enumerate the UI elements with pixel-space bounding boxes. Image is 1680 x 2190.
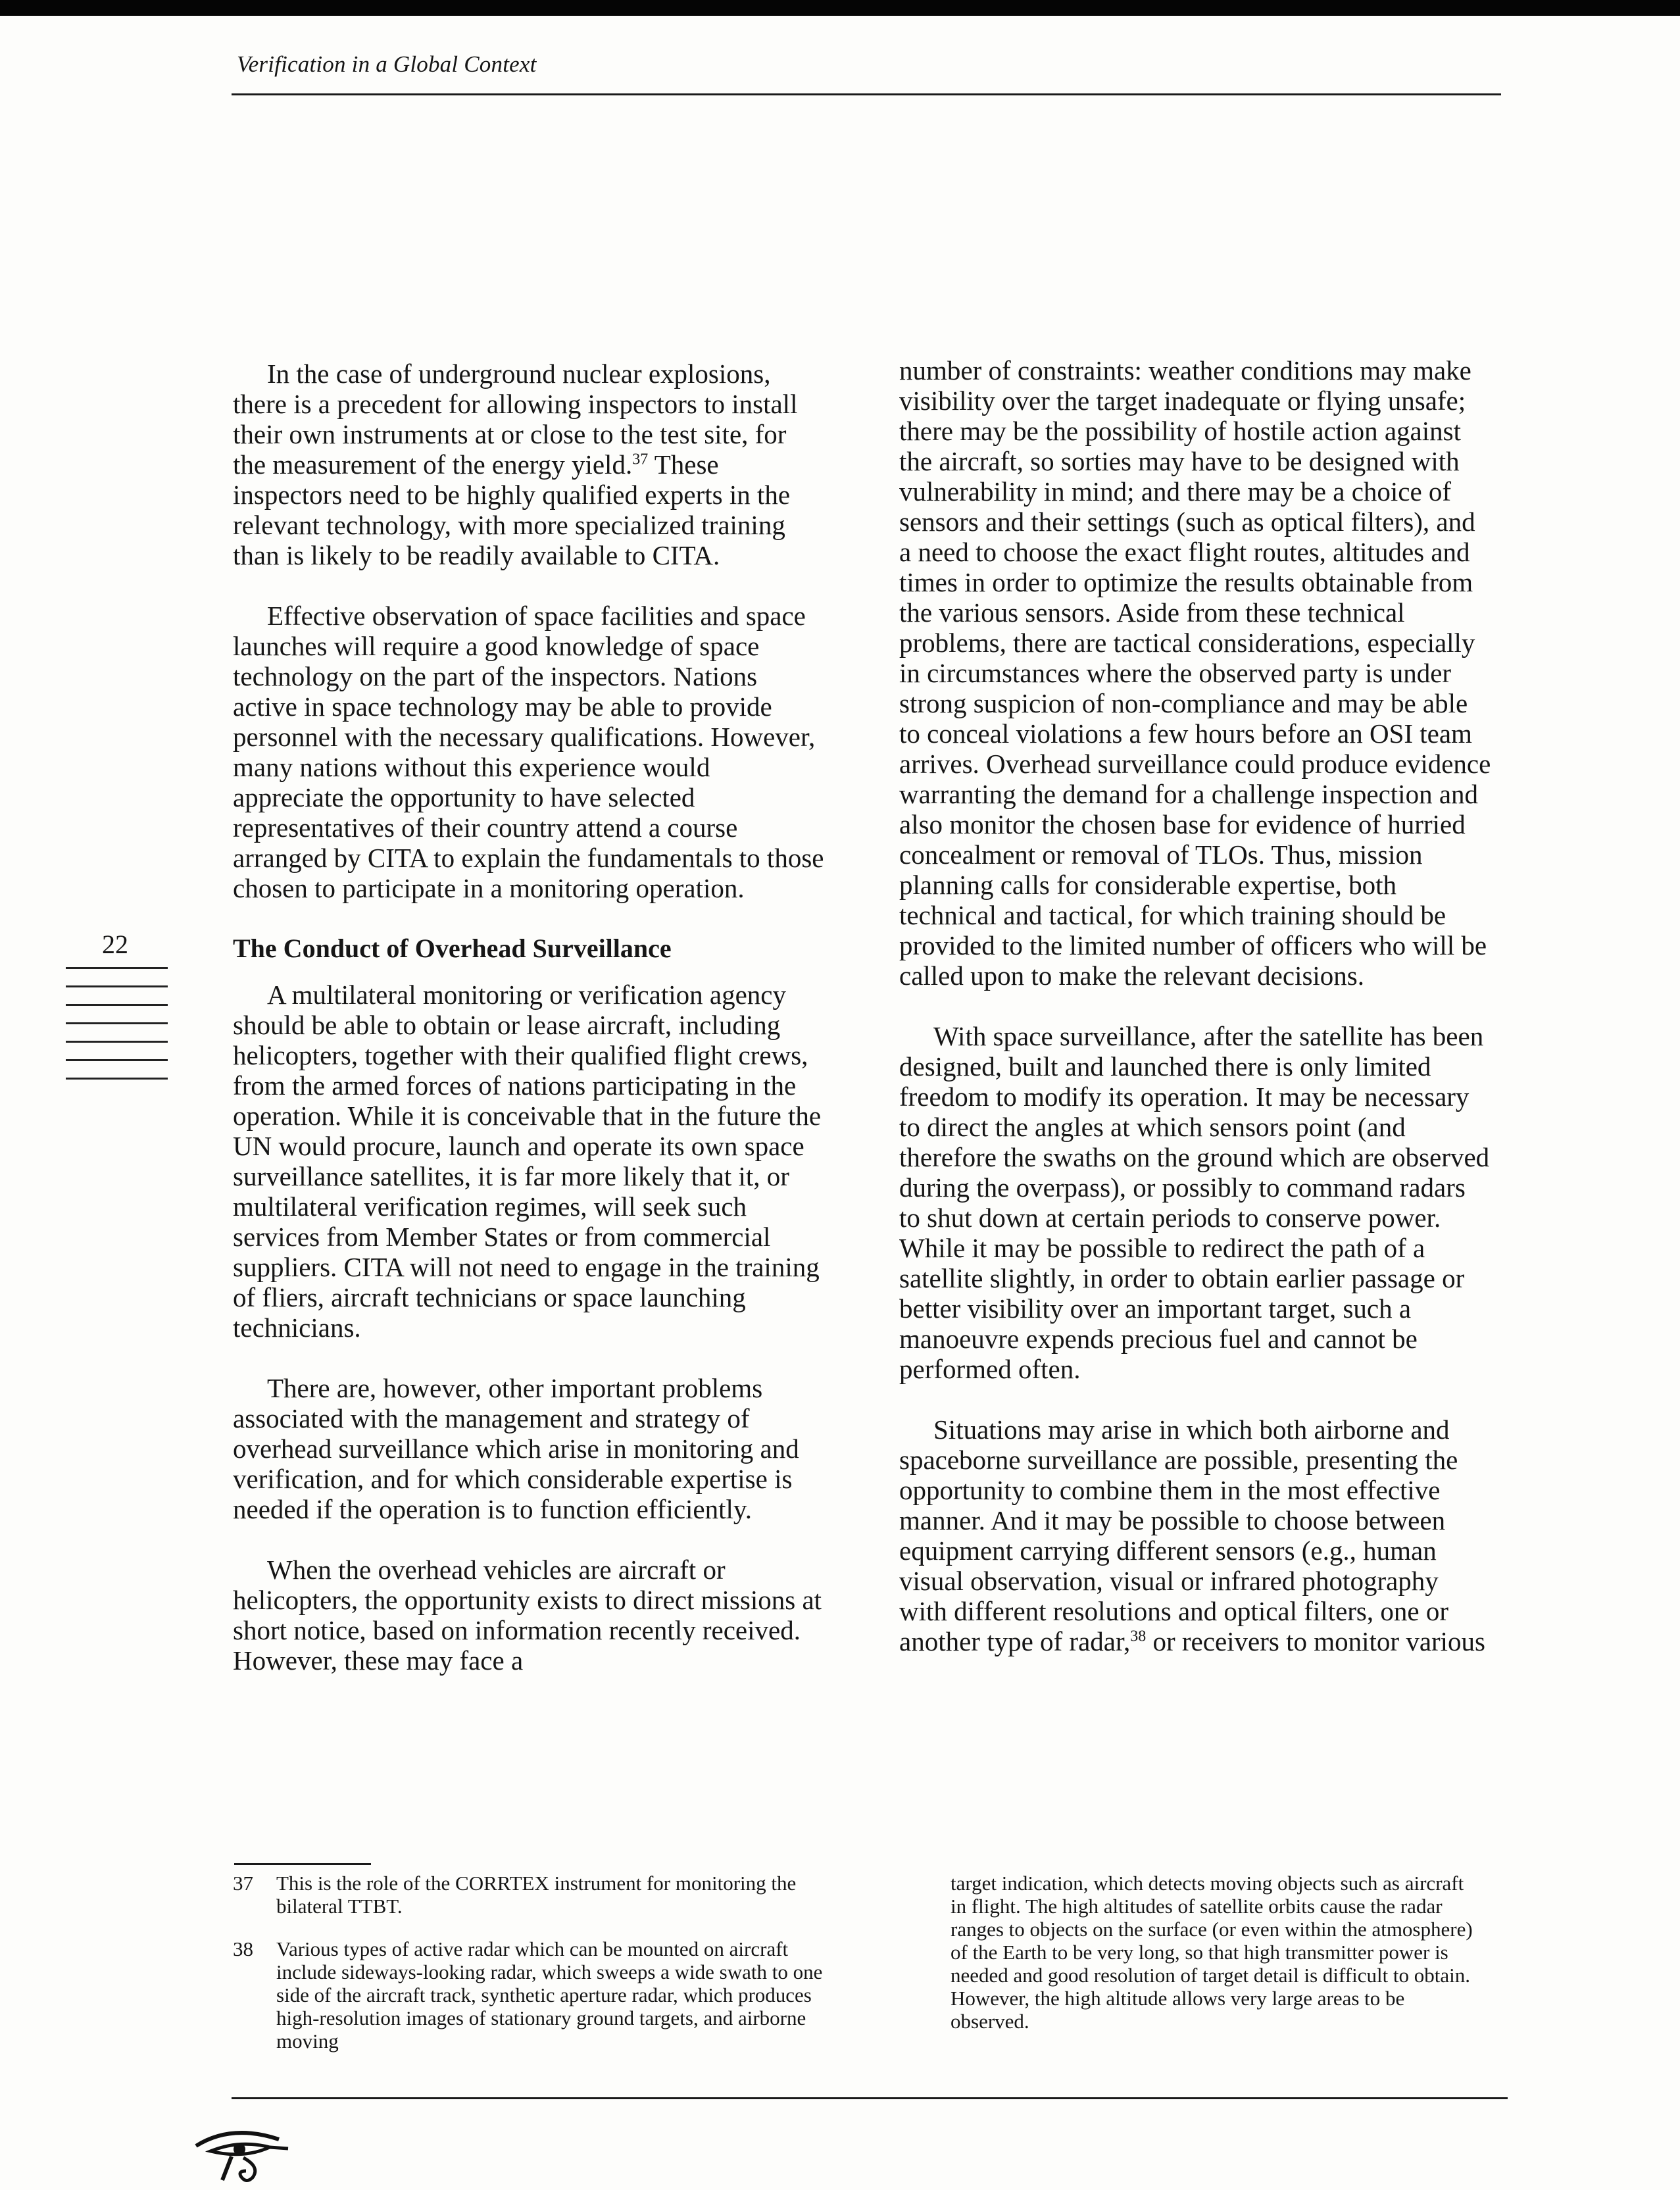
footnote-38 bbox=[233, 1937, 825, 2053]
section-heading: The Conduct of Overhead Surveillance bbox=[233, 933, 672, 963]
paragraph: In the case of underground nuclear explosions, there is a precedent for allowing inspectors to install their own instruments at or close to the test site, for the measurement of the energy yield.$^{37}$ These inspectors need to be highly qualified experts in the relevant technology, with more specialized training than is likely to be readily available to CITA. bbox=[233, 359, 798, 570]
margin-rule bbox=[66, 1078, 168, 1080]
running-head: Verification in a Global Context bbox=[237, 51, 537, 77]
paragraph: There are, however, other important problems associated with the management and strategy of overhead surveillance which arise in monitoring and verification, and for which considerable expertise is needed if the operation is to function efficiently. bbox=[233, 1373, 799, 1524]
paragraph: Effective observation of space facilities and space launches will require a good knowledge of space technology on the part of the inspectors. Nations active in space technology may be able to provide personnel with the necessary qualifications. However, many nations without this experience would appreciate the opportunity to have selected representatives of their country attend a course arranged by CITA to explain the fundamentals to those chosen to participate in a monitoring operation. bbox=[233, 601, 824, 903]
header-rule bbox=[232, 93, 1501, 95]
paragraph: When the overhead vehicles are aircraft or helicopters, the opportunity exists to direct missions at short notice, based on information recently received. However, these may face a bbox=[233, 1555, 822, 1676]
footnote-ref-38: 38 bbox=[1130, 1628, 1147, 1645]
footnote-rule bbox=[234, 1863, 371, 1865]
margin-rule bbox=[66, 1004, 168, 1006]
paragraph: With space surveillance, after the satellite has been designed, built and launched there is only limited freedom to modify its operation. It may be necessary to direct the angles at which sensors point (and therefore the swaths on the ground which are observed during the overpass), or possibly to command radars to shut down at certain periods to conserve power. While it may be possible to redirect the path of a satellite slightly, in order to obtain earlier passage or better visibility over an important target, such a manoeuvre expends precious fuel and cannot be performed often. bbox=[899, 1021, 1490, 1384]
margin-rule bbox=[66, 1041, 168, 1043]
footnote-number: 37 bbox=[233, 1872, 253, 1895]
right-column bbox=[899, 355, 1491, 1687]
footnote-text: This is the role of the CORRTEX instrument for monitoring the bilateral TTBT. bbox=[276, 1872, 797, 1918]
footnote-38-continued: target indication, which detects moving objects such as aircraft in flight. The high altitudes of satellite orbits cause the radar ranges to objects on the surface (or even within the atmosphere) of the Earth to be very long, so that high transmitter power is needed and good resolution of target detail is difficult to obtain. However, the high altitude allows very large areas to be observed. bbox=[951, 1872, 1473, 2033]
margin-rule bbox=[66, 967, 168, 969]
footnote-text: Various types of active radar which can be mounted on aircraft include sideways-looking radar, which sweeps a wide swath to one side of the aircraft track, synthetic aperture radar, which produces high-resolution images of stationary ground targets, and airborne moving bbox=[276, 1937, 823, 2053]
top-black-bar bbox=[0, 0, 1680, 16]
footer-rule bbox=[232, 2097, 1508, 2099]
footnote-number: 38 bbox=[233, 1937, 253, 1960]
footnotes-left bbox=[233, 1872, 825, 2072]
page-number: 22 bbox=[102, 930, 128, 959]
margin-rule bbox=[66, 985, 168, 987]
footnote-ref-37: 37 bbox=[632, 451, 649, 468]
footnote-37 bbox=[233, 1872, 825, 1918]
footnotes-right bbox=[951, 1872, 1477, 2033]
paragraph: A multilateral monitoring or verification agency should be able to obtain or lease aircraft, including helicopters, together with their qualified flight crews, from the armed forces of nations participating in the operation. While it is conceivable that in the future the UN would procure, launch and operate its own space surveillance satellites, it is far more likely that it, or multilateral verification regimes, will seek such services from Member States or from commercial suppliers. CITA will not need to engage in the training of fliers, aircraft technicians or space launching technicians. bbox=[233, 980, 822, 1343]
margin-rules bbox=[66, 967, 168, 1096]
margin-rule bbox=[66, 1059, 168, 1061]
paragraph: number of constraints: weather conditions may make visibility over the target inadequate or flying unsafe; there may be the possibility of hostile action against the aircraft, so sorties may have to be designed with vulnerability in mind; and there may be a choice of sensors and their settings (such as optical filters), and a need to choose the exact flight routes, altitudes and times in order to optimize the results obtainable from the various sensors. Aside from these technical problems, there are tactical considerations, especially in circumstances where the observed party is under strong suspicion of non-compliance and may be able to conceal violations a few hours before an OSI team arrives. Overhead surveillance could produce evidence warranting the demand for a challenge inspection and also monitor the chosen base for evidence of hurried concealment or removal of TLOs. Thus, mission planning calls for considerable expertise, both technical and tactical, for which training should be provided to the limited number of officers who will be called upon to make the relevant decisions. bbox=[899, 355, 1491, 991]
left-column bbox=[233, 359, 825, 1706]
paragraph: Situations may arise in which both airborne and spaceborne surveillance are possible, presenting the opportunity to combine them in the most effective manner. And it may be possible to choose between equipment carrying different sensors (e.g., human visual observation, visual or infrared photography with different resolutions and optical filters, one or another type of radar,$^{38}$ or receivers to monitor various bbox=[899, 1414, 1486, 1656]
eye-of-horus-icon bbox=[192, 2124, 291, 2186]
margin-rule bbox=[66, 1022, 168, 1024]
